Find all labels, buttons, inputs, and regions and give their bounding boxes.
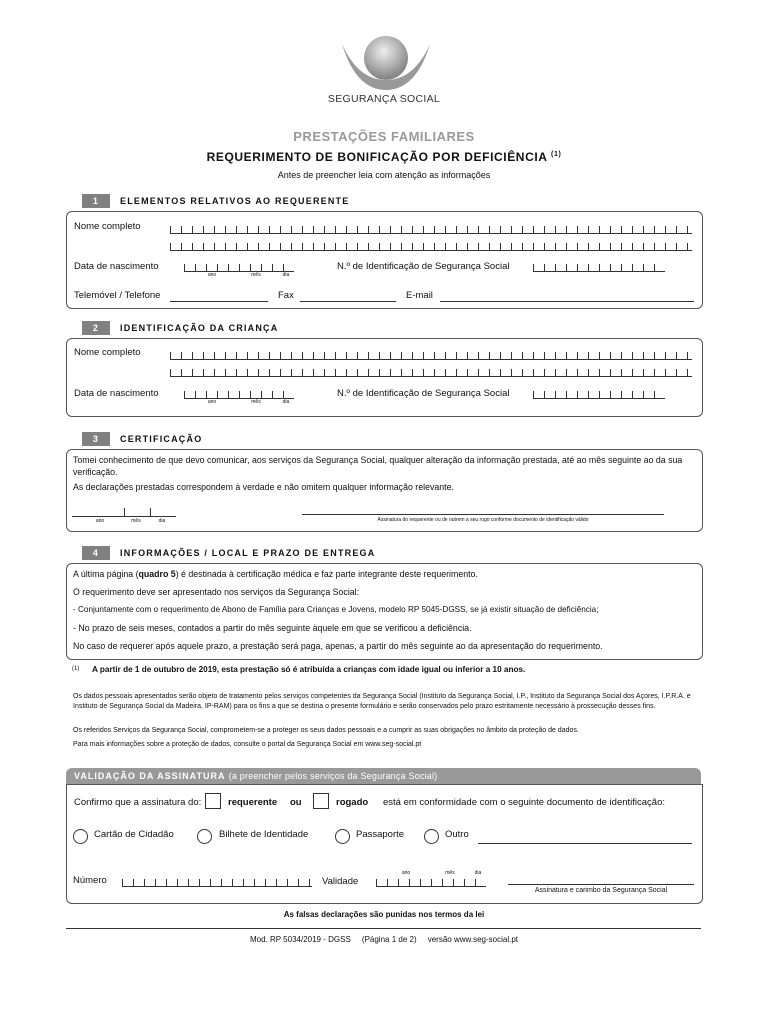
applicant-name-field-2[interactable] xyxy=(170,240,692,251)
certification-signature-field[interactable] xyxy=(302,514,664,515)
certification-text-2: As declarações prestadas correspondem à verdade e não omitem qualquer informação relevante. xyxy=(73,482,454,492)
logo-text: SEGURANÇA SOCIAL xyxy=(327,93,441,105)
certification-date-field[interactable] xyxy=(72,516,176,517)
cartao-cidadao-label: Cartão de Cidadão xyxy=(94,829,174,840)
applicant-email-label: E-mail xyxy=(406,290,433,301)
child-birth-label: Data de nascimento xyxy=(74,388,159,399)
info-line-2: O requerimento deve ser apresentado nos serviços da Segurança Social: xyxy=(73,587,360,597)
child-niss-label: N.º de Identificação de Segurança Social xyxy=(337,388,510,399)
validation-header: VALIDAÇÃO DA ASSINATURA (a preencher pelos serviços da Segurança Social) xyxy=(66,768,701,784)
passaporte-radio[interactable] xyxy=(335,829,350,844)
info-line-5: No caso de requerer após aquele prazo, a prestação será paga, apenas, a partir do mês seguinte ao da apresentação do requerimento. xyxy=(73,641,603,651)
validation-signature-caption: Assinatura e carimbo da Segurança Social xyxy=(534,887,668,894)
info-line-3: - Conjuntamente com o requerimento de Abono de Família para Crianças e Jovens, modelo RP 5045-DGSS, se já existir situação de deficiência; xyxy=(73,605,599,614)
privacy-paragraph-1: Os dados pessoais apresentados serão objeto de tratamento pelos serviços competentes da Segurança Social (Instituto da Segurança Social, I.P., Instituto da Segurança Social dos Açores, I.P.R.A. e Instituto de Segurança Social da Madeira, IP-RAM) para os fins a que se destina o presente formulário e serão conservados pelo prazo estritamente necessário à prossecução desses fins. xyxy=(73,693,691,710)
form-title: REQUERIMENTO DE BONIFICAÇÃO POR DEFICIÊNCIA $^{(1)}$ xyxy=(206,150,562,164)
child-niss-field[interactable] xyxy=(533,388,665,399)
section-1-header: 1 ELEMENTOS RELATIVOS AO REQUERENTE xyxy=(82,194,349,208)
certification-text-1: Tomei conhecimento de que devo comunicar, aos serviços da Segurança Social, qualquer alteração da informação prestada, até ao mês seguinte ao da sua verificação. xyxy=(73,455,683,477)
requerente-label: requerente xyxy=(228,797,278,808)
footer-divider xyxy=(66,928,701,929)
rogado-label: rogado xyxy=(336,797,369,808)
requerente-checkbox[interactable] xyxy=(205,793,221,809)
outro-radio[interactable] xyxy=(424,829,439,844)
applicant-name-field-1[interactable] xyxy=(170,223,692,234)
section-3-header: 3 CERTIFICAÇÃO xyxy=(82,432,202,446)
validade-label: Validade xyxy=(322,876,359,887)
false-declaration-warning: As falsas declarações são punidas nos termos da lei xyxy=(283,910,485,919)
bilhete-identidade-label: Bilhete de Identidade xyxy=(219,829,309,840)
ou-label: ou xyxy=(290,797,302,808)
applicant-birth-label: Data de nascimento xyxy=(74,261,159,272)
footnote-mark: (1) xyxy=(72,666,80,672)
validade-field[interactable] xyxy=(376,876,486,887)
passaporte-label: Passaporte xyxy=(356,829,405,840)
info-line-1: A última página (quadro 5) é destinada à certificação médica e faz parte integrante deste requerimento. xyxy=(73,569,478,579)
privacy-paragraph-3: Para mais informações sobre a proteção de dados, consulte o portal da Segurança Social em www.seg-social.pt xyxy=(73,741,422,748)
numero-label: Número xyxy=(73,875,107,886)
privacy-paragraph-2: Os referidos Serviços da Segurança Social, comprometem-se a proteger os seus dados pessoais e a cumprir as suas obrigações no âmbito da proteção de dados. xyxy=(73,727,579,734)
bilhete-identidade-radio[interactable] xyxy=(197,829,212,844)
cartao-cidadao-radio[interactable] xyxy=(73,829,88,844)
applicant-niss-label: N.º de Identificação de Segurança Social xyxy=(337,261,510,272)
section-2-header: 2 IDENTIFICAÇÃO DA CRIANÇA xyxy=(82,321,278,335)
applicant-email-field[interactable] xyxy=(440,301,694,302)
applicant-name-label: Nome completo xyxy=(74,221,141,232)
applicant-fax-field[interactable] xyxy=(300,301,396,302)
applicant-birth-date-field[interactable] xyxy=(184,261,294,272)
footer: Mod. RP 5034/2019 - DGSS (Página 1 de 2) versão www.seg-social.pt xyxy=(249,935,518,944)
form-instruction: Antes de preencher leia com atenção as informações xyxy=(277,170,491,180)
child-name-field-2[interactable] xyxy=(170,366,692,377)
applicant-fax-label: Fax xyxy=(278,290,294,301)
applicant-phone-label: Telemóvel / Telefone xyxy=(74,290,161,301)
validation-confirm-text-b: está em conformidade com o seguinte documento de identificação: xyxy=(383,797,665,808)
certification-signature-caption: Assinatura do requerente ou de outrem a seu rogo conforme documento de identificação válido xyxy=(377,517,589,523)
validation-signature-field[interactable] xyxy=(508,884,694,885)
outro-field[interactable] xyxy=(478,843,692,844)
footnote-text: A partir de 1 de outubro de 2019, esta prestação só é atribuída a crianças com idade igual ou inferior a 10 anos. xyxy=(92,665,526,674)
section-4-header: 4 INFORMAÇÕES / LOCAL E PRAZO DE ENTREGA xyxy=(82,546,375,560)
child-birth-date-field[interactable] xyxy=(184,388,294,399)
validation-confirm-text-a: Confirmo que a assinatura do: xyxy=(74,797,202,808)
form-category-title: PRESTAÇÕES FAMILIARES xyxy=(293,129,475,144)
child-name-label: Nome completo xyxy=(74,347,141,358)
child-name-field-1[interactable] xyxy=(170,349,692,360)
rogado-checkbox[interactable] xyxy=(313,793,329,809)
applicant-niss-field[interactable] xyxy=(533,261,665,272)
applicant-phone-field[interactable] xyxy=(170,301,268,302)
info-line-4: - No prazo de seis meses, contados a partir do mês seguinte àquele em que se verificou a deficiência. xyxy=(73,623,472,633)
numero-field[interactable] xyxy=(122,876,312,887)
outro-label: Outro xyxy=(445,829,469,840)
